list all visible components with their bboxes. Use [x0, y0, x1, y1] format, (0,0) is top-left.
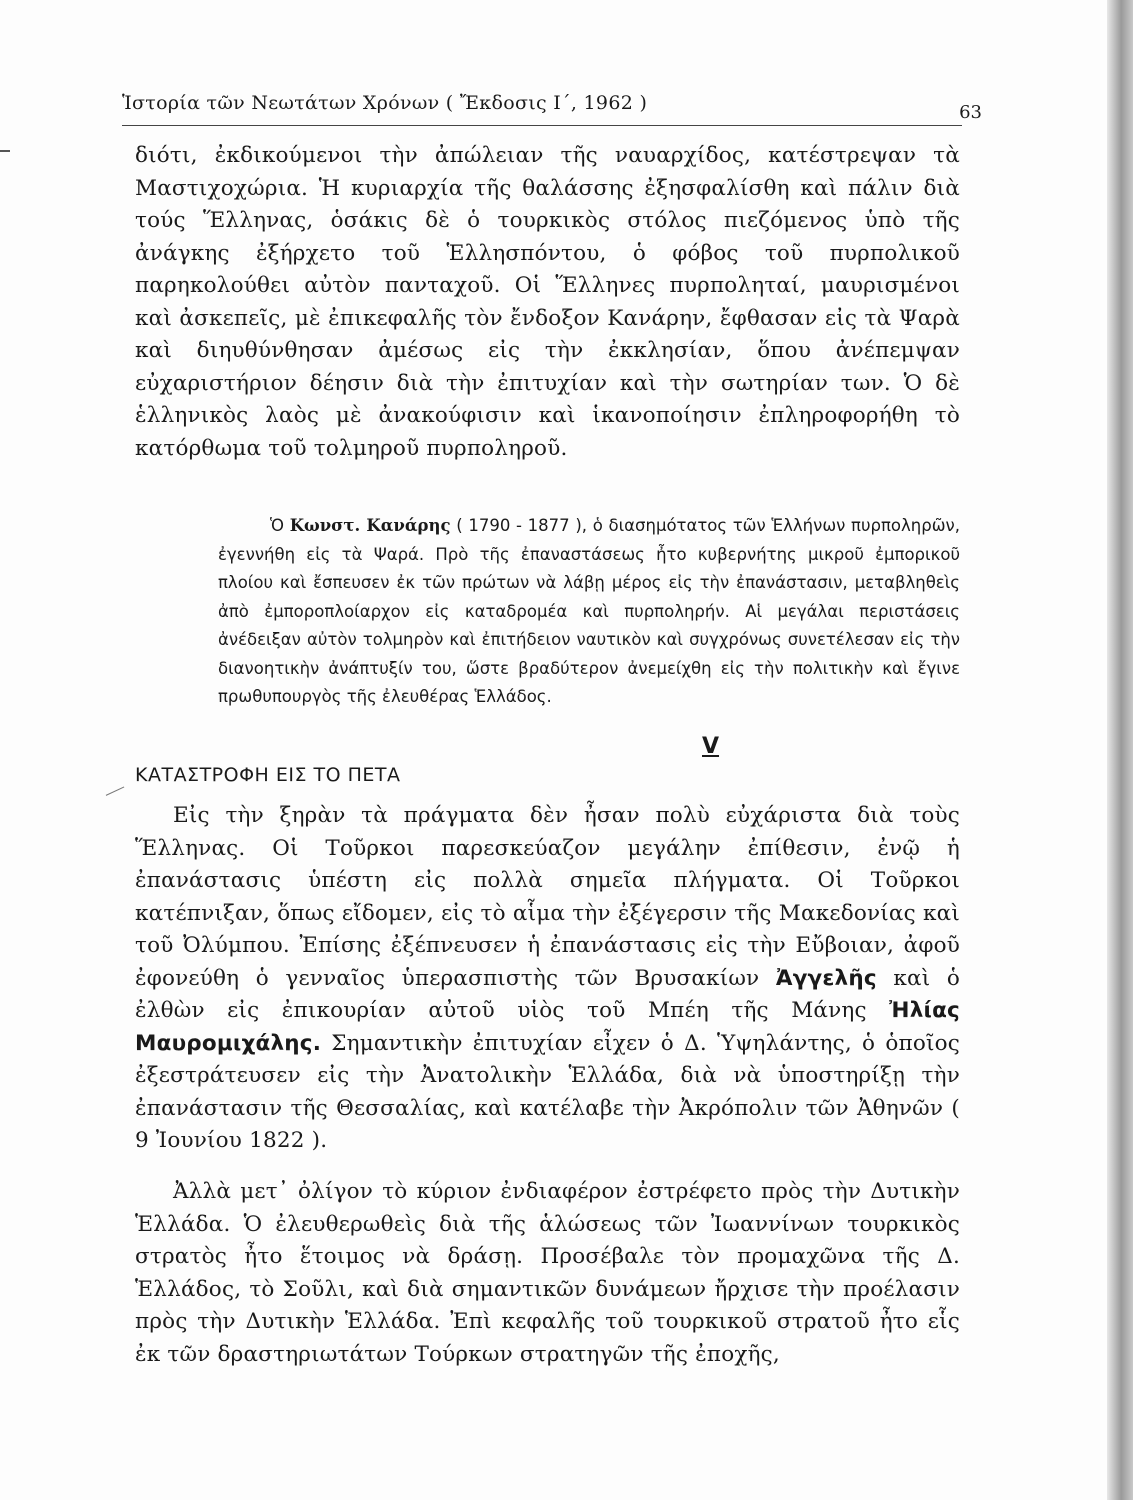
section-heading: ΚΑΤΑΣΤΡΟΦΗ ΕΙΣ ΤΟ ΠΕΤΑ [135, 764, 401, 786]
page-number: 63 [959, 102, 982, 123]
biographical-note [218, 512, 960, 712]
name-mavromichalis: Ἠλίας Μαυρομιχάλης. [135, 998, 960, 1056]
note-prefix: Ὁ [270, 516, 284, 535]
paragraph-2-part-1: Εἰς τὴν ξηρὰν τὰ πράγματα δὲν ἦσαν πολὺ εὐχάριστα διὰ τοὺς Ἕλληνας. Οἱ Τοῦρκοι παρεσκεύαζον μεγάλην ἐπίθεσιν, ἐνῷ ἡ ἐπανάστασις ὑπέστη εἰς πολλὰ σημεῖα πλήγματα. Οἱ Τοῦρκοι κατέπνιξαν, ὅπως εἴδομεν, εἰς τὸ αἷμα τὴν ἐξέγερσιν τῆς Μακεδονίας καὶ τοῦ Ὀλύμπου. Ἐπίσης ἐξέπνευσεν ἡ ἐπανάστασις εἰς τὴν Εὔβοιαν, ἀφοῦ ἐφονεύθη ὁ γενναῖος ὑπερασπιστὴς τῶν Βρυσακίων [135, 803, 960, 991]
header-title: Ἱστορία τῶν Νεωτάτων Χρόνων ( Ἔκδοσις Ι΄, 1962 ) [122, 92, 648, 114]
page-edge-shadow [1107, 0, 1133, 1500]
paragraph-2-part-2: καὶ ὁ ἐλθὼν εἰς ἐπικουρίαν αὐτοῦ υἱὸς τοῦ Μπέη τῆς Μάνης [135, 965, 960, 1023]
paragraph-2 [135, 800, 960, 1158]
handwritten-mark: V [702, 734, 720, 759]
note-text: ( 1790 - 1877 ), ὁ διασημότατος τῶν Ἑλλήνων πυρποληρῶν, ἐγεννήθη εἰς τὰ Ψαρά. Πρὸ τῆς ἐπαναστάσεως ἦτο κυβερνήτης μικροῦ ἐμπορικοῦ πλοίου καὶ ἔσπευσεν ἐκ τῶν πρώτων νὰ λάβῃ μέρος εἰς τὴν ἐπανάστασιν, μεταβληθεὶς ἀπὸ ἐμποροπλοίαρχον εἰς καταδρομέα καὶ πυρποληρήν. Αἱ μεγάλαι περιστάσεις ἀνέδειξαν αὐτὸν τολμηρὸν καὶ ἐπιτήδειον ναυτικὸν καὶ συγχρόνως συνετέλεσαν εἰς τὴν διανοητικὴν ἀνάπτυξίν του, ὥστε βραδύτερον ἀνεμείχθη εἰς τὴν πολιτικὴν καὶ ἔγινε πρωθυπουργὸς τῆς ἐλευθέρας Ἑλλάδος. [218, 516, 960, 706]
margin-tick [0, 150, 10, 152]
paragraph-1: διότι, ἐκδικούμενοι τὴν ἀπώλειαν τῆς ναυαρχίδος, κατέστρεψαν τὰ Μαστιχοχώρια. Ἡ κυριαρχία τῆς θαλάσσης ἐξησφαλίσθη καὶ πάλιν διὰ τούς Ἕλληνας, ὁσάκις δὲ ὁ τουρκικὸς στόλος πιεζόμενος ὑπὸ τῆς ἀνάγκης ἐξήρχετο τοῦ Ἑλλησπόντου, ὁ φόβος τοῦ πυρπολικοῦ παρηκολούθει αὐτὸν πανταχοῦ. Οἱ Ἕλληνες πυρποληταί, μαυρισμένοι καὶ ἀσκεπεῖς, μὲ ἐπικεφαλῆς τὸν ἔνδοξον Κανάρην, ἔφθασαν εἰς τὰ Ψαρὰ καὶ διηυθύνθησαν ἀμέσως εἰς τὴν ἐκκλησίαν, ὅπου ἀνέπεμψαν εὐχαριστήριον δέησιν διὰ τὴν ἐπιτυχίαν καὶ τὴν σωτηρίαν των. Ὁ δὲ ἑλληνικὸς λαὸς μὲ ἀνακούφισιν καὶ ἱκανοποίησιν ἐπληροφορήθη τὸ κατόρθωμα τοῦ τολμηροῦ πυρποληροῦ. [135, 143, 960, 461]
name-aggelis: Ἀγγελῆς [775, 965, 877, 991]
header-rule [122, 125, 962, 126]
paragraph-3: Ἀλλὰ μετ᾽ ὀλίγον τὸ κύριον ἐνδιαφέρον ἐστρέφετο πρὸς τὴν Δυτικὴν Ἑλλάδα. Ὁ ἐλευθερωθεὶς διὰ τῆς ἁλώσεως τῶν Ἰωαννίνων τουρκικὸς στρατὸς ἦτο ἕτοιμος νὰ δράσῃ. Προσέβαλε τὸν προμαχῶνα τῆς Δ. Ἑλλάδος, τὸ Σοῦλι, καὶ διὰ σημαντικῶν δυνάμεων ἤρχισε τὴν προέλασιν πρὸς τὴν Δυτικὴν Ἑλλάδα. Ἐπὶ κεφαλῆς τοῦ τουρκικοῦ στρατοῦ ἦτο εἷς ἐκ τῶν δραστηριωτάτων Τούρκων στρατηγῶν τῆς ἐποχῆς, [135, 1179, 960, 1367]
running-header [122, 92, 982, 126]
note-name: Κωνστ. Κανάρης [289, 516, 451, 535]
paragraph-2-part-3: Σημαντικὴν ἐπιτυχίαν εἶχεν ὁ Δ. Ὑψηλάντης, ὁ ὁποῖος ἐξεστράτευσεν εἰς τὴν Ἀνατολικὴν Ἑλλάδα, διὰ νὰ ὑποστηρίξῃ τὴν ἐπανάστασιν τῆς Θεσσαλίας, καὶ κατέλαβε τὴν Ἀκρόπολιν τῶν Ἀθηνῶν ( 9 Ἰουνίου 1822 ). [135, 1030, 960, 1153]
pencil-stroke [106, 786, 130, 808]
